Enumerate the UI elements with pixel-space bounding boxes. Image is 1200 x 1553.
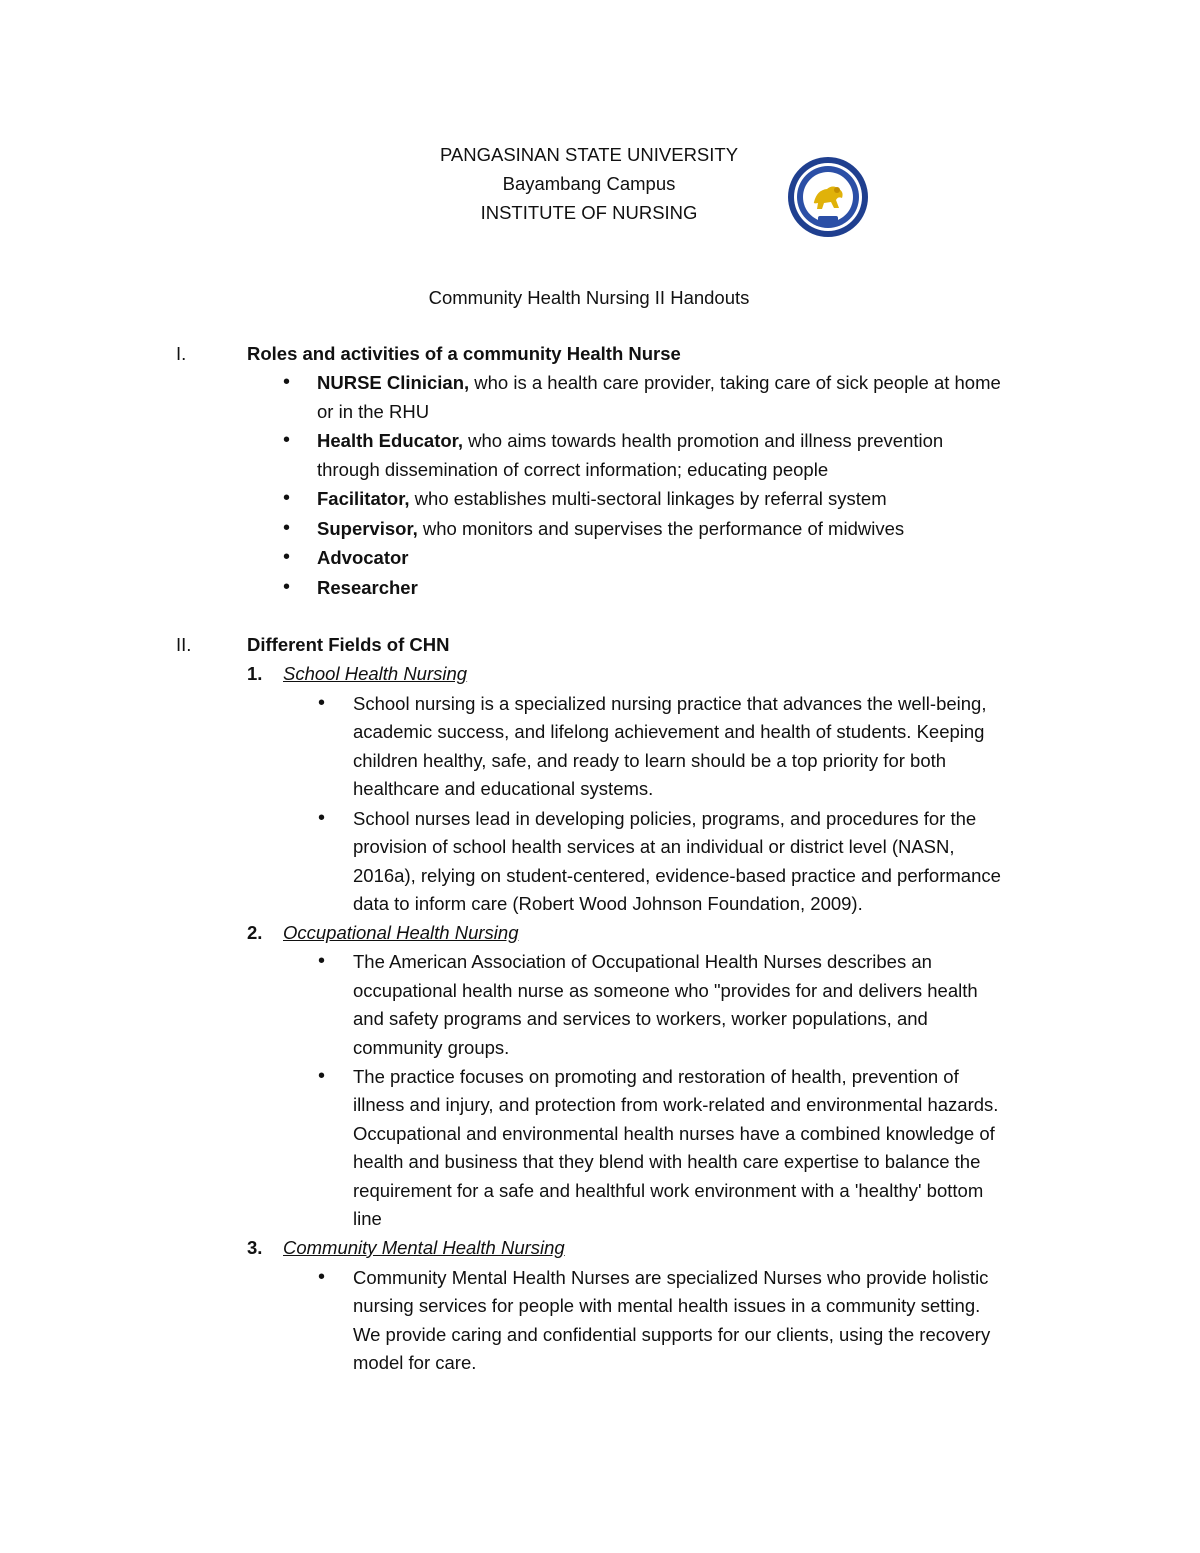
field-number: 3. (247, 1237, 263, 1258)
role-item: Supervisor, who monitors and supervises the performance of midwives (317, 518, 905, 539)
section-numeral: I. (176, 343, 187, 364)
field-title: Community Mental Health Nursing (283, 1237, 565, 1258)
paragraph-line: provision of school health services at an individual or district level (NASN, (353, 836, 955, 857)
role-item: Advocator (317, 547, 409, 568)
paragraph-line: Occupational and environmental health nurses have a combined knowledge of (353, 1123, 995, 1144)
paragraph-line: health and business that they blend with health care expertise to balance the (353, 1151, 981, 1172)
paragraph-line: School nursing is a specialized nursing practice that advances the well-being, (353, 693, 987, 714)
paragraph-line: Community Mental Health Nurses are specialized Nurses who provide holistic (353, 1267, 989, 1288)
paragraph-line: line (353, 1208, 382, 1229)
section-heading: Roles and activities of a community Health Nurse (247, 343, 681, 364)
field-number: 1. (247, 663, 263, 684)
bullet-icon (283, 371, 290, 394)
university-name: PANGASINAN STATE UNIVERSITY (439, 144, 739, 165)
handout-title: Community Health Nursing II Handouts (428, 287, 750, 308)
paragraph-line: School nurses lead in developing policies, programs, and procedures for the (353, 808, 977, 829)
bullet-icon (283, 487, 290, 510)
paragraph-line: requirement for a safe and healthful work environment with a 'healthy' bottom (353, 1180, 984, 1201)
field-title: School Health Nursing (283, 663, 468, 684)
institute-name: INSTITUTE OF NURSING (480, 202, 698, 223)
field-number: 2. (247, 922, 263, 943)
bullet-icon (318, 1266, 325, 1289)
paragraph-line: community groups. (353, 1037, 510, 1058)
paragraph-line: The practice focuses on promoting and restoration of health, prevention of (353, 1066, 959, 1087)
section-heading: Different Fields of CHN (247, 634, 450, 655)
role-item-cont: through dissemination of correct information; educating people (317, 459, 829, 480)
bullet-icon (318, 1065, 325, 1088)
paragraph-line: occupational health nurse as someone who "provides for and delivers health (353, 980, 978, 1001)
role-item: Health Educator, who aims towards health promotion and illness prevention (317, 430, 944, 451)
paragraph-line: and safety programs and services to workers, worker populations, and (353, 1008, 928, 1029)
bullet-icon (283, 576, 290, 599)
university-seal-icon (787, 156, 869, 238)
role-item: Researcher (317, 577, 418, 598)
paragraph-line: model for care. (353, 1352, 477, 1373)
paragraph-line: 2016a), relying on student-centered, evidence-based practice and performance (353, 865, 1001, 886)
paragraph-line: healthcare and educational systems. (353, 778, 654, 799)
bullet-icon (318, 807, 325, 830)
paragraph-line: illness and injury, and protection from work-related and environmental hazards. (353, 1094, 999, 1115)
paragraph-line: data to inform care (Robert Wood Johnson Foundation, 2009). (353, 893, 863, 914)
role-item: Facilitator, who establishes multi-sectoral linkages by referral system (317, 488, 887, 509)
role-item: NURSE Clinician, who is a health care provider, taking care of sick people at home (317, 372, 1001, 393)
paragraph-line: children healthy, safe, and ready to learn should be a top priority for both (353, 750, 947, 771)
role-item-cont: or in the RHU (317, 401, 430, 422)
field-title: Occupational Health Nursing (283, 922, 519, 943)
bullet-icon (283, 517, 290, 540)
section-numeral: II. (176, 634, 192, 655)
paragraph-line: The American Association of Occupational Health Nurses describes an (353, 951, 932, 972)
paragraph-line: academic success, and lifelong achievement and health of students. Keeping (353, 721, 985, 742)
campus-name: Bayambang Campus (502, 173, 676, 194)
bullet-icon (318, 950, 325, 973)
bullet-icon (283, 429, 290, 452)
bullet-icon (318, 692, 325, 715)
bullet-icon (283, 546, 290, 569)
paragraph-line: We provide caring and confidential supports for our clients, using the recovery (353, 1324, 991, 1345)
paragraph-line: nursing services for people with mental health issues in a community setting. (353, 1295, 981, 1316)
